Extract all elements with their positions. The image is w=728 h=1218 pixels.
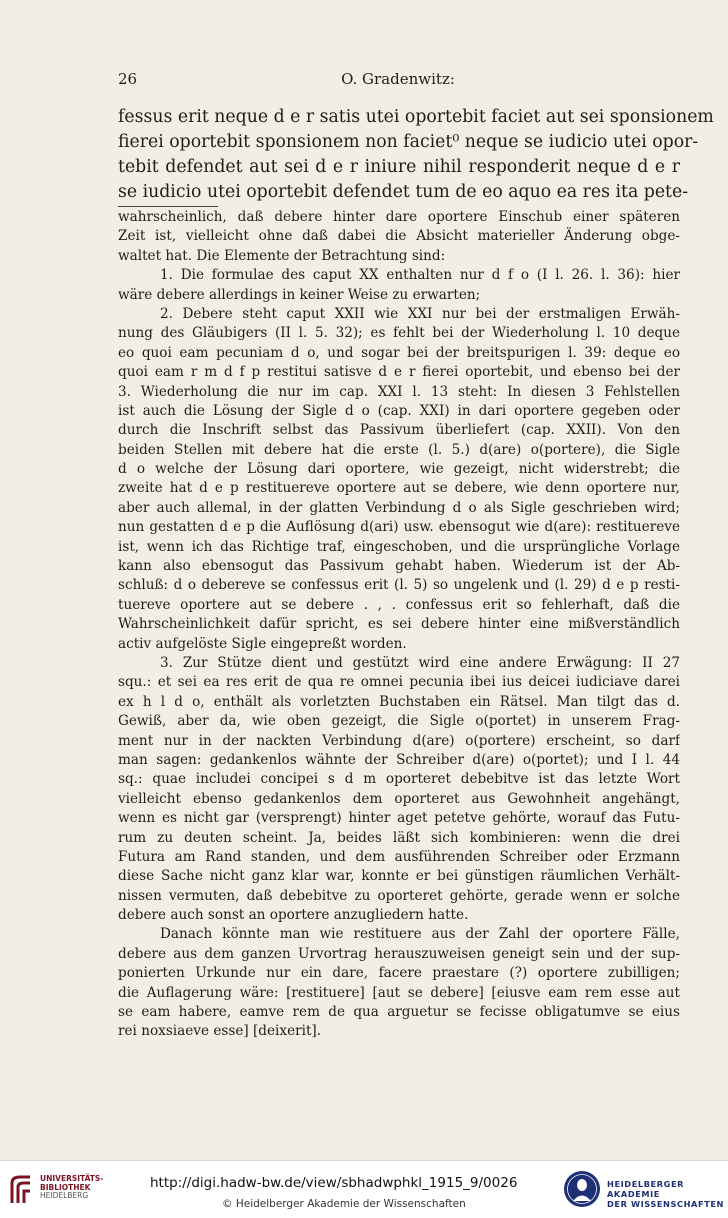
text-line: tuereve oportere aut se debere . , . confessus erit so fehlerhaft, daß die: [118, 596, 680, 613]
university-line-1: UNIVERSITÄTS-: [40, 1174, 104, 1183]
academy-line-2: DER WISSENSCHAFTEN: [607, 1199, 725, 1209]
footnote-text: [118, 208, 680, 1042]
text-line: Danach könnte man wie restituere aus der Zahl der oportere Fälle,: [160, 926, 680, 943]
text-line: 2. Debere steht caput XXII wie XXI nur bei der erstmaligen Erwäh-: [160, 305, 680, 322]
text-line: nung des Gläubigers (II l. 5. 32); es fehlt bei der Wiederholung l. 10 deque: [118, 325, 680, 342]
text-line: durch die Inschrift selbst das Passivum überliefert (cap. XXII). Von den: [118, 422, 680, 439]
text-line: vielleicht ebenso gedankenlos dem oporteret aus Gewohnheit angehängt,: [118, 790, 680, 807]
text-line: ist auch die Lösung der Sigle d o (cap. XXI) in dari oportere gegeben oder: [118, 402, 680, 419]
text-line: se eam habere, eamve rem de qua arguetur se fecisse obligatumve se eius: [118, 1004, 680, 1021]
text-line: diese Sache nicht ganz klar war, konnte er bei günstigen räumlichen Verhält-: [118, 868, 680, 885]
text-line: wäre debere allerdings in keiner Weise zu erwarten;: [118, 286, 481, 303]
academy-line-1: HEIDELBERGER AKADEMIE: [607, 1179, 685, 1199]
university-line-2: BIBLIOTHEK: [40, 1182, 91, 1192]
text-line: schluß: d o debereve se confessus erit (l. 5) so ungelenk und (l. 29) d e p resti-: [118, 577, 680, 594]
academy-name: [607, 1179, 728, 1209]
university-library-logo-icon: [6, 1173, 36, 1207]
copyright-notice: © Heidelberger Akademie der Wissenschaften: [222, 1198, 466, 1210]
text-line: 3. Wiederholung die nur im cap. XXI l. 13 steht: In diesen 3 Fehlstellen: [118, 383, 680, 400]
text-line: sq.: quae includei concipei s d m oporteret debebitve ist das letzte Wort: [118, 771, 680, 788]
text-line: ment nur in der nackten Verbindung d(are) o(portere) erscheint, so darf: [118, 732, 680, 749]
university-library-name: [40, 1175, 103, 1201]
text-line: quoi eam r m d f p restitui satisve d e r fierei oportebit, und ebenso bei der: [118, 364, 680, 381]
main-text-continuation: [118, 105, 714, 205]
text-line: die Auflagerung wäre: [restituere] [aut se debere] [eiusve eam rem esse aut: [118, 984, 680, 1001]
text-line: eo quoi eam pecuniam d o, und sogar bei der breitspurigen l. 39: deque eo: [118, 344, 680, 361]
footer-bar: [0, 1160, 728, 1218]
text-line: ist, wenn ich das Richtige traf, eingeschoben, und die ursprüngliche Vorlage: [118, 538, 680, 555]
text-line: 1. Die formulae des caput XX enthalten nur d f o (I l. 26. l. 36): hier: [160, 267, 680, 284]
text-line: tebit defendet aut sei d e r iniure nihil responderit neque d e r: [118, 157, 680, 177]
footnote-separator: [118, 206, 218, 207]
text-line: nissen vermuten, daß debebitve zu oporteret gehörte, gerade wenn er solche: [118, 887, 680, 904]
permalink-url[interactable]: http://digi.hadw-bw.de/view/sbhadwphkl_1915_9/0026: [150, 1175, 518, 1191]
text-line: activ aufgelöste Sigle eingepreßt worden.: [118, 635, 407, 652]
text-line: wahrscheinlich, daß debere hinter dare oportere Einschub einer späteren: [118, 209, 680, 225]
text-line: waltet hat. Die Elemente der Betrachtung sind:: [118, 247, 446, 264]
text-line: Zeit ist, vielleicht ohne daß dabei die Absicht materieller Änderung obge-: [118, 228, 680, 245]
text-line: debere auch sonst an oportere anzugliedern hatte.: [118, 907, 469, 924]
page-header: [118, 70, 678, 92]
text-line: ponierten Urkunde nur ein dare, facere praestare (?) oportere zubilligen;: [118, 965, 680, 982]
text-line: zweite hat d e p restituereve oportere aut se debere, wie denn oportere nur,: [118, 480, 680, 497]
text-line: rum zu deuten scheint. Ja, beides läßt sich kombinieren: wenn die drei: [118, 829, 680, 846]
text-line: nun gestatten d e p die Auflösung d(ari) usw. ebensogut wie d(are): restituereve: [118, 519, 680, 536]
text-line: Gewiß, aber da, wie oben gezeigt, die Sigle o(portet) in unserem Frag-: [118, 713, 680, 730]
text-line: d o welche der Lösung dari oportere, wie gezeigt, nicht widerstrebt; die: [118, 461, 680, 478]
text-line: Wahrscheinlichkeit dafür spricht, es sei debere hinter eine mißverständlich: [118, 616, 680, 633]
text-line: fierei oportebit sponsionem non faciet⁰ neque se iudicio utei opor-: [118, 132, 699, 152]
university-line-3: HEIDELBERG: [40, 1191, 89, 1200]
text-line: debere aus dem ganzen Urvortrag herauszuweisen geneigt sein und der sup-: [118, 945, 680, 962]
text-line: beiden Stellen mit debere hat die erste (l. 5.) d(are) o(portere), die Sigle: [118, 441, 680, 458]
academy-seal-icon: [563, 1170, 601, 1208]
text-line: rei noxsiaeve esse] [deixerit].: [118, 1023, 322, 1040]
text-line: aber auch allemal, in der glatten Verbindung d o als Sigle geschrieben wird;: [118, 499, 680, 516]
text-line: ex h l d o, enthält als vorletzten Buchstaben ein Rätsel. Man tilgt das d.: [118, 693, 680, 710]
text-line: se iudicio utei oportebit defendet tum de eo aquo ea res ita pete-: [118, 182, 689, 202]
running-head: O. Gradenwitz:: [341, 70, 455, 88]
text-line: man sagen: gedankenlos wähnte der Schreiber d(are) o(portet); und I l. 44: [118, 751, 680, 768]
text-line: squ.: et sei ea res erit de qua re omnei pecunia ibei ius deicei iudiciave darei: [118, 674, 680, 691]
page-number: 26: [118, 70, 138, 88]
text-line: wenn es nicht gar (versprengt) hinter aget petetve gehörte, worauf das Futu-: [118, 810, 680, 827]
text-line: 3. Zur Stütze dient und gestützt wird eine andere Erwägung: II 27: [160, 654, 680, 671]
text-line: fessus erit neque d e r satis utei oportebit faciet aut sei sponsionem: [118, 107, 714, 127]
text-line: kann also ebensogut das Passivum gehabt haben. Wiederum ist der Ab-: [118, 558, 680, 575]
text-line: Futura am Rand standen, und dem ausführenden Schreiber oder Erzmann: [118, 848, 680, 865]
